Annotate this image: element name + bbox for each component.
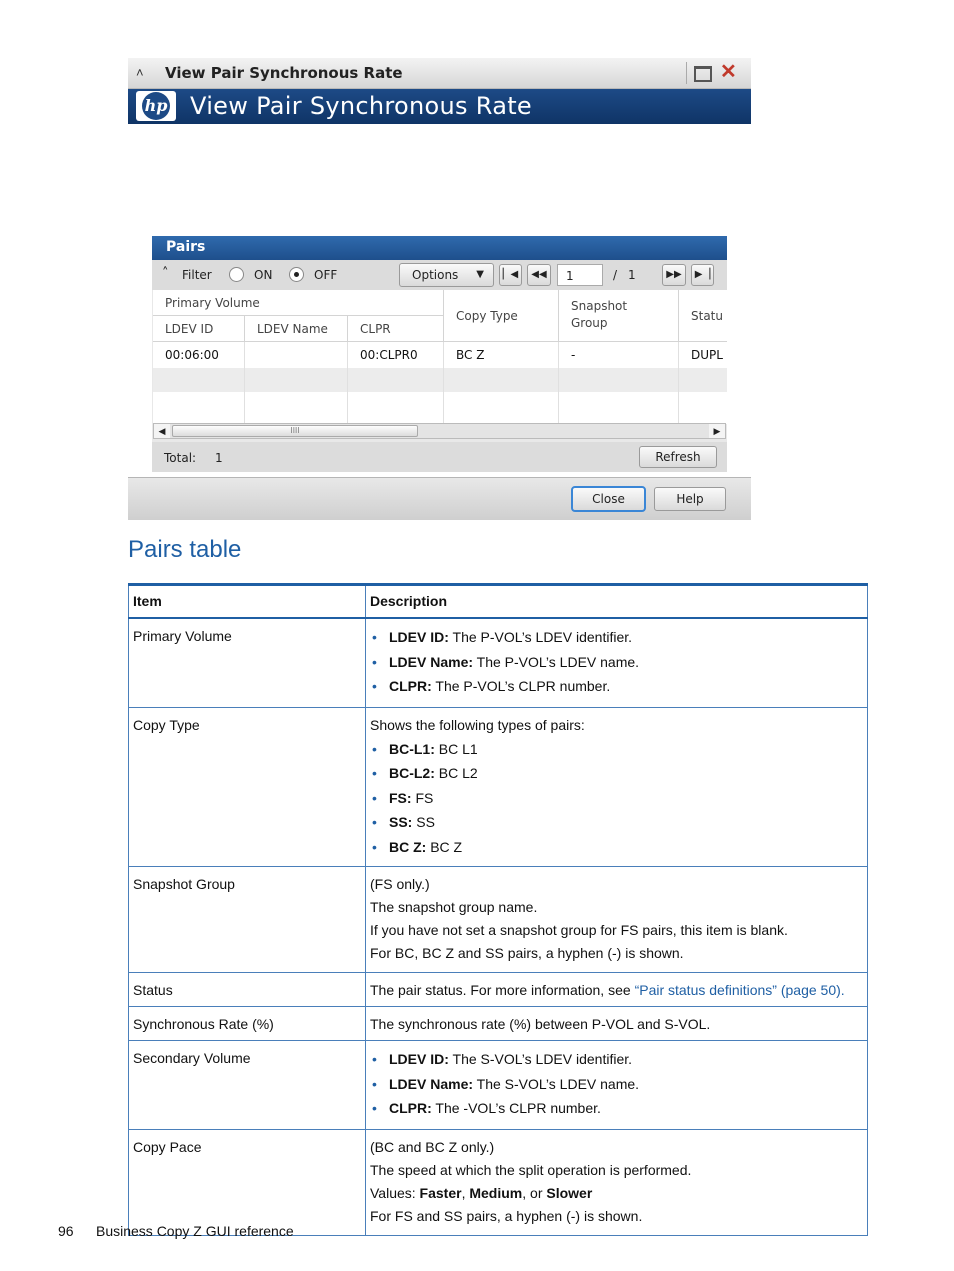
table-row	[129, 618, 868, 707]
filter-label: Filter	[182, 268, 212, 282]
scroll-left-icon[interactable]: ◀	[154, 424, 170, 438]
row-description: The synchronous rate (%) between P-VOL and S-VOL.	[366, 1007, 868, 1041]
list-item	[389, 1096, 863, 1121]
table-row[interactable]	[153, 342, 727, 368]
list-item	[389, 810, 863, 835]
cell-copy-type: BC Z	[444, 342, 559, 368]
table-row	[129, 867, 868, 973]
bullet-text: SS	[412, 814, 435, 830]
list-item	[389, 835, 863, 860]
col-ldev-name[interactable]: LDEV Name	[245, 316, 348, 342]
row-line: The speed at which the split operation is performed.	[370, 1161, 692, 1178]
bullet-list	[370, 625, 863, 699]
close-button[interactable]: Close	[571, 486, 646, 512]
page-separator: /	[613, 268, 618, 282]
bullet-term: LDEV ID:	[389, 629, 449, 645]
pairs-toolbar	[152, 260, 727, 290]
grid-line	[443, 368, 444, 424]
grid-line	[244, 368, 245, 424]
list-item	[389, 737, 863, 762]
pairs-panel	[152, 236, 727, 472]
cell-ldev-name	[245, 342, 348, 368]
table-row	[129, 707, 868, 867]
pair-status-definitions-link[interactable]: “Pair status definitions” (page 50)	[634, 982, 841, 998]
book-title: Business Copy Z GUI reference	[96, 1223, 294, 1239]
bullet-text: The -VOL’s CLPR number.	[431, 1100, 601, 1116]
table-row	[129, 973, 868, 1007]
scroll-right-icon[interactable]: ▶	[709, 424, 725, 438]
row-description	[366, 867, 868, 973]
section-title: Pairs table	[128, 536, 242, 563]
empty-row	[153, 368, 727, 392]
pairs-grid	[153, 290, 727, 424]
row-description	[366, 707, 868, 867]
list-item	[389, 1072, 863, 1097]
values-sep: , or	[522, 1184, 547, 1201]
bullet-text: BC L2	[434, 765, 478, 781]
table-row	[129, 1041, 868, 1130]
options-button-label: Options	[412, 268, 459, 282]
header-item: Item	[129, 585, 366, 619]
bullet-term: BC Z:	[389, 838, 427, 855]
value-medium: Medium	[469, 1184, 523, 1201]
row-description	[366, 973, 868, 1007]
bullet-text: BC Z	[426, 838, 463, 855]
bullet-term: LDEV Name:	[389, 653, 474, 670]
bullet-term: BC-L2:	[389, 765, 435, 781]
next-page-button[interactable]	[662, 264, 686, 286]
row-item: Snapshot Group	[129, 867, 366, 973]
filter-collapse-icon[interactable]: ˄	[162, 266, 169, 281]
total-label: Total:	[164, 451, 197, 465]
row-description	[366, 1129, 868, 1235]
values-line	[370, 1182, 863, 1205]
filter-on-label: ON	[254, 268, 273, 282]
row-description	[366, 1041, 868, 1130]
col-snapshot-group-line2: Group	[571, 316, 608, 330]
values-sep: ,	[461, 1184, 470, 1201]
bullet-term: BC-L1:	[389, 740, 435, 757]
window-footer	[128, 477, 751, 520]
view-pair-sync-rate-window	[128, 58, 751, 519]
value-faster: Faster	[419, 1184, 462, 1201]
cell-snapshot-group: -	[559, 342, 679, 368]
first-page-button[interactable]	[499, 264, 522, 286]
prev-page-icon: ◀◀	[531, 269, 547, 280]
help-button[interactable]: Help	[654, 487, 726, 511]
row-item: Status	[129, 973, 366, 1007]
grid-line	[558, 368, 559, 424]
bullet-list	[370, 737, 863, 860]
hp-logo	[136, 91, 176, 121]
row-item: Synchronous Rate (%)	[129, 1007, 366, 1041]
total-value: 1	[215, 451, 223, 465]
options-button[interactable]	[399, 263, 494, 287]
prev-page-button[interactable]	[527, 264, 551, 286]
list-item	[389, 786, 863, 811]
page-number-input[interactable]: 1	[557, 264, 603, 286]
row-item: Copy Type	[129, 707, 366, 867]
horizontal-scrollbar[interactable]	[153, 423, 726, 439]
values-label: Values:	[370, 1184, 420, 1201]
grid-line	[678, 368, 679, 424]
bullet-term: FS:	[389, 789, 412, 806]
grid-line	[347, 368, 348, 424]
bullet-term: LDEV Name:	[389, 1075, 474, 1092]
last-page-button[interactable]	[691, 264, 714, 286]
page-total: 1	[628, 268, 636, 282]
pairs-panel-header	[152, 236, 727, 260]
next-page-icon: ▶▶	[666, 269, 682, 280]
banner-title: View Pair Synchronous Rate	[190, 92, 532, 120]
row-item: Secondary Volume	[129, 1041, 366, 1130]
maximize-icon[interactable]	[694, 66, 712, 82]
pairs-panel-footer	[152, 442, 727, 472]
hp-logo-text: hp	[142, 92, 170, 120]
list-item	[389, 625, 863, 650]
filter-off-radio[interactable]	[289, 267, 304, 282]
row-line: (BC and BC Z only.)	[370, 1138, 495, 1155]
bullet-text: The P-VOL’s CLPR number.	[431, 678, 611, 694]
scroll-thumb[interactable]: IIII	[172, 425, 418, 437]
bullet-term: SS:	[389, 814, 413, 830]
dropdown-arrow-icon: ▼	[476, 269, 484, 280]
col-clpr[interactable]: CLPR	[348, 316, 444, 342]
row-text: The pair status. For more information, see	[370, 982, 635, 998]
bullet-term: LDEV ID:	[389, 1051, 449, 1067]
col-snapshot-group[interactable]	[559, 290, 679, 342]
page-number: 96	[58, 1223, 74, 1239]
list-item	[389, 761, 863, 786]
list-item	[389, 650, 863, 675]
bullet-text: The P-VOL’s LDEV name.	[473, 653, 640, 670]
list-item	[389, 1047, 863, 1072]
row-line: If you have not set a snapshot group for FS pairs, this item is blank.	[370, 922, 788, 938]
bullet-text: FS	[411, 789, 434, 806]
cell-ldev-id: 00:06:00	[153, 342, 245, 368]
last-page-icon: ▶▕	[694, 269, 711, 280]
row-description	[366, 618, 868, 707]
table-header-row	[129, 585, 868, 619]
table-row	[129, 1129, 868, 1235]
row-item: Copy Pace	[129, 1129, 366, 1235]
col-status[interactable]: Statu	[679, 290, 727, 342]
col-snapshot-group-line1: Snapshot	[571, 299, 628, 313]
row-intro: Shows the following types of pairs:	[370, 716, 585, 733]
bullet-text: The P-VOL’s LDEV identifier.	[448, 629, 633, 645]
pairs-panel-title: Pairs	[166, 239, 206, 255]
filter-off-label: OFF	[314, 268, 338, 282]
cell-status: DUPL	[691, 348, 723, 362]
primary-volume-group-header: Primary Volume	[153, 290, 444, 316]
row-line: For FS and SS pairs, a hyphen (-) is shown.	[370, 1207, 643, 1224]
titlebar-divider	[686, 62, 687, 84]
row-text-end: .	[840, 982, 845, 998]
window-titlebar	[128, 58, 751, 89]
col-copy-type[interactable]: Copy Type	[444, 290, 559, 342]
value-slower: Slower	[546, 1184, 593, 1201]
first-page-icon: ▏◀	[502, 269, 519, 280]
collapse-icon[interactable]: ˄	[136, 65, 144, 80]
pairs-description-table	[128, 583, 868, 1236]
table-row	[129, 1007, 868, 1041]
refresh-button[interactable]: Refresh	[639, 446, 717, 468]
bullet-text: BC L1	[434, 740, 478, 757]
cell-clpr: 00:CLPR0	[348, 342, 444, 368]
close-window-icon[interactable]: ✕	[720, 61, 737, 83]
bullet-term: CLPR:	[389, 678, 432, 694]
filter-on-radio[interactable]	[229, 267, 244, 282]
window-title: View Pair Synchronous Rate	[165, 64, 403, 82]
bullet-term: CLPR:	[389, 1100, 432, 1116]
bullet-text: The S-VOL’s LDEV identifier.	[448, 1051, 633, 1067]
list-item	[389, 674, 863, 699]
bullet-list	[370, 1047, 863, 1121]
row-item: Primary Volume	[129, 618, 366, 707]
row-line: The snapshot group name.	[370, 899, 538, 915]
row-line: For BC, BC Z and SS pairs, a hyphen (-) is shown.	[370, 945, 684, 961]
col-ldev-id[interactable]: LDEV ID	[153, 316, 245, 342]
hp-banner	[128, 89, 751, 124]
row-line: (FS only.)	[370, 876, 430, 892]
header-description: Description	[366, 585, 868, 619]
bullet-text: The S-VOL’s LDEV name.	[473, 1075, 640, 1092]
